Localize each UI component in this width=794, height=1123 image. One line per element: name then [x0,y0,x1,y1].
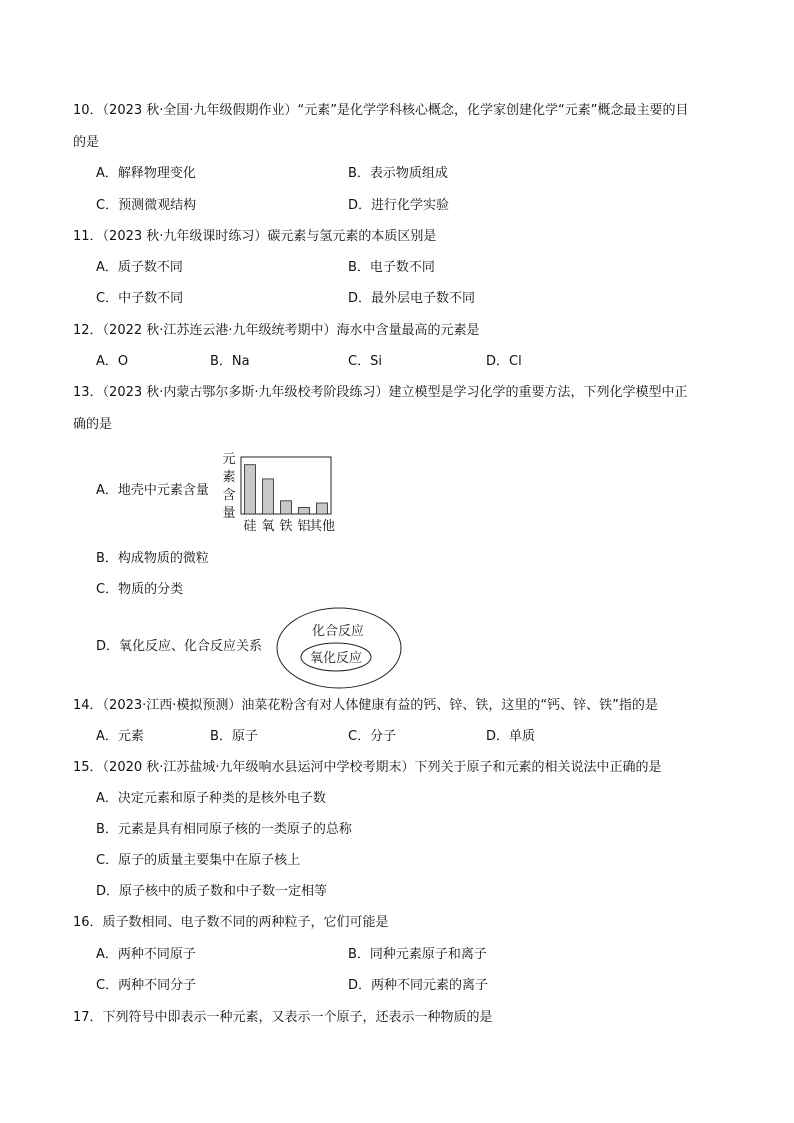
chart-bar [281,501,292,514]
q10-option-a[interactable]: A．解释物理变化 [96,166,196,181]
q11-option-a[interactable]: A．质子数不同 [96,260,183,275]
crust-element-bar-chart [219,451,335,537]
chart-category-label: 氧 [261,519,275,534]
q12-option-b[interactable]: B．Na [210,354,250,369]
q16-option-d[interactable]: D．两种不同元素的离子 [348,978,489,993]
q15-option-d[interactable]: D．原子核中的质子数和中子数一定相等 [96,884,328,899]
q16-option-a[interactable]: A．两种不同原子 [96,947,196,962]
q12-option-a[interactable]: A．O [96,354,129,369]
q14-option-a[interactable]: A．元素 [96,729,144,744]
q11-stem: 11．（2023 秋·九年级课时练习）碳元素与氢元素的本质区别是 [73,229,437,244]
chart-ylabel-char: 素 [222,470,236,485]
chart-ylabel-char: 含 [222,488,236,503]
q14-stem: 14．（2023·江西·模拟预测）油菜花粉含有对人体健康有益的钙、锌、铁，这里的“钙、锌、铁”指的是 [73,698,658,713]
q15-option-a[interactable]: A．决定元素和原子种类的是核外电子数 [96,791,326,806]
q13-option-d[interactable]: D．氧化反应、化合反应关系 [96,639,263,654]
q15-option-c[interactable]: C．原子的质量主要集中在原子核上 [96,853,301,868]
q13-stem-line1: 13．（2023 秋·内蒙古鄂尔多斯·九年级校考阶段练习）建立模型是学习化学的重要方法，下列化学模型中正 [73,385,688,400]
venn-outer-label: 化合反应 [311,624,365,639]
q13-option-a[interactable]: A．地壳中元素含量 [96,483,209,498]
q13-option-b[interactable]: B．构成物质的微粒 [96,551,209,566]
q14-option-d[interactable]: D．单质 [486,729,536,744]
q11-option-d[interactable]: D．最外层电子数不同 [348,291,476,306]
venn-inner-label: 氧化反应 [309,651,363,666]
q11-option-b[interactable]: B．电子数不同 [348,260,435,275]
chart-bar [263,479,274,514]
q10-option-c[interactable]: C．预测微观结构 [96,198,197,213]
q14-option-b[interactable]: B．原子 [210,729,258,744]
chart-bar [317,503,328,514]
q13-stem-line2: 确的是 [73,417,113,432]
chart-bar [299,507,310,514]
q12-option-c[interactable]: C．Si [348,354,382,369]
q12-option-d[interactable]: D．Cl [486,354,522,369]
q16-option-c[interactable]: C．两种不同分子 [96,978,197,993]
q13-option-c[interactable]: C．物质的分类 [96,582,184,597]
chart-category-labels [243,518,335,534]
reaction-relation-diagram [275,606,403,690]
chart-category-label: 铝 [297,519,311,534]
chart-category-label: 铁 [279,519,293,534]
chart-category-label: 其他 [308,519,335,534]
q17-stem: 17．下列符号中即表示一种元素，又表示一个原子，还表示一种物质的是 [73,1010,493,1025]
chart-ylabel-char: 元 [222,452,236,467]
q16-stem: 16．质子数相同、电子数不同的两种粒子，它们可能是 [73,915,389,930]
chart-ylabel [222,452,235,521]
chart-bars [245,465,328,514]
chart-bar [245,465,256,514]
q12-stem: 12．（2022 秋·江苏连云港·九年级统考期中）海水中含量最高的元素是 [73,323,480,338]
chart-category-label: 硅 [243,519,257,534]
q16-option-b[interactable]: B．同种元素原子和离子 [348,947,487,962]
q10-option-d[interactable]: D．进行化学实验 [348,198,450,213]
q10-stem-line2: 的是 [73,135,100,150]
chart-ylabel-char: 量 [222,506,236,521]
q15-stem: 15．（2020 秋·江苏盐城·九年级响水县运河中学校考期末）下列关于原子和元素的相关说法中正确的是 [73,760,662,775]
q14-option-c[interactable]: C．分子 [348,729,397,744]
q10-stem-line1: 10．（2023 秋·全国·九年级假期作业）“元素”是化学学科核心概念，化学家创建化学“元素”概念最主要的目 [73,103,689,118]
q15-option-b[interactable]: B．元素是具有相同原子核的一类原子的总称 [96,822,352,837]
q11-option-c[interactable]: C．中子数不同 [96,291,184,306]
venn-outer-ellipse [277,608,401,688]
q10-option-b[interactable]: B．表示物质组成 [348,166,448,181]
